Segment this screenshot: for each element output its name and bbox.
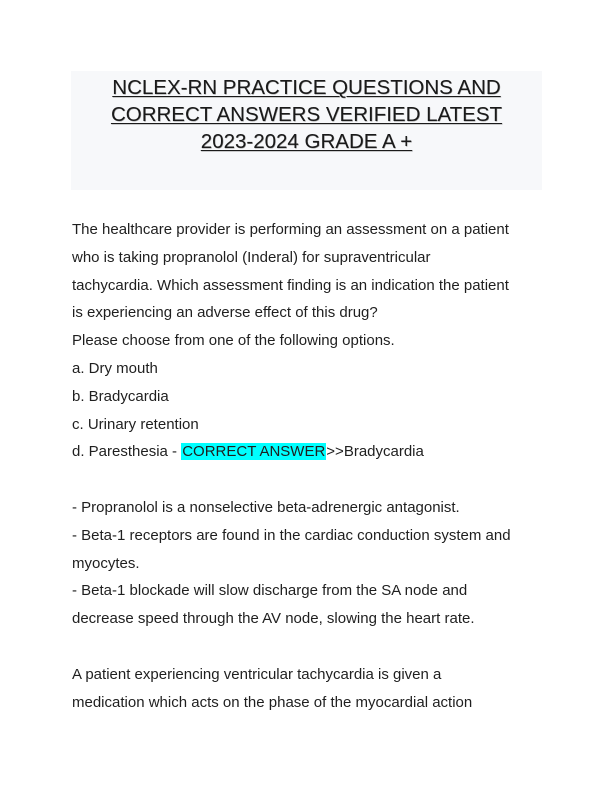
question-1-stem-line-1: The healthcare provider is performing an assessment on a patient [72,221,509,238]
title-line-1: NCLEX-RN PRACTICE QUESTIONS AND [112,76,501,99]
spacer [72,633,547,661]
rationale-line-5: decrease speed through the AV node, slowing the heart rate. [72,610,475,628]
rationale-line-4: - Beta-1 blockade will slow discharge from the SA node and [72,582,468,600]
rationale-line-2: - Beta-1 receptors are found in the cardiac conduction system and [72,526,511,544]
correct-answer-text: >>Bradycardia [326,443,424,461]
question-1-stem-line-2: who is taking propranolol (Inderal) for supraventricular [72,248,431,266]
rationale-line-3: myocytes. [72,554,140,572]
option-a: a. Dry mouth [72,359,158,377]
title-line-3: 2023-2024 GRADE A + [200,130,413,153]
question-1-instruction: Please choose from one of the following options. [72,332,395,350]
title-line-2: CORRECT ANSWERS VERIFIED LATEST [110,103,503,126]
option-d-line [72,438,547,466]
option-b: b. Bradycardia [72,387,169,405]
spacer [72,466,547,494]
question-1 [72,216,547,633]
question-2-stem-line-1: A patient experiencing ventricular tachycardia is given a [72,665,442,683]
question-1-stem-line-4: is experiencing an adverse effect of this drug? [72,304,378,322]
document-title-box [71,71,542,190]
correct-answer-label: CORRECT ANSWER [182,443,326,461]
document-body [72,216,547,716]
question-1-stem-line-3: tachycardia. Which assessment finding is an indication the patient [72,276,509,294]
option-d: d. Paresthesia - [72,443,182,461]
question-2-stem-line-2: medication which acts on the phase of the myocardial action [72,693,473,711]
option-c: c. Urinary retention [72,415,199,433]
rationale-line-1: - Propranolol is a nonselective beta-adrenergic antagonist. [72,498,460,516]
question-2 [72,661,547,717]
